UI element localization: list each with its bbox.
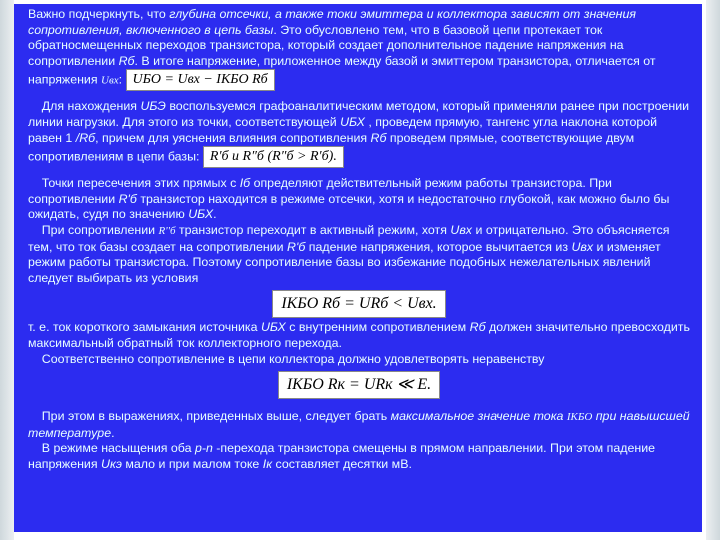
text: , причем для уяснения влияния сопротивления xyxy=(95,130,371,145)
text: проведем прямые, соответствующие двум сопротивлениям в цепи базы: xyxy=(28,130,635,164)
symbol: Uкэ xyxy=(101,456,122,471)
paragraph-3 xyxy=(28,176,690,223)
emphasis: максимальное значение тока xyxy=(390,409,564,424)
text: В режиме насыщения оба xyxy=(41,441,195,456)
formula-row-4 xyxy=(28,371,690,399)
text: с внутренним сопротивлением xyxy=(285,320,470,335)
slide-body xyxy=(14,4,702,532)
symbol: R'б xyxy=(287,239,306,254)
symbol: UБХ xyxy=(340,114,365,129)
paragraph-1 xyxy=(28,7,690,91)
text: . В итоге напряжение, приложенное между базой и эмиттером транзистора, отличается от напряжения xyxy=(28,53,656,87)
paragraph-6 xyxy=(28,352,690,368)
text: падение напряжения, которое вычитается из xyxy=(305,239,572,254)
text: , проведем прямую, тангенс угла наклона которой равен 1 xyxy=(28,114,658,145)
text: При этом в выражениях, приведенных выше, следует брать xyxy=(41,409,391,424)
symbol: Uвх xyxy=(571,239,594,254)
symbol: R''б xyxy=(158,224,176,237)
symbol: IКБО xyxy=(566,411,593,424)
text: мало и при малом токе xyxy=(121,456,263,471)
text: Соответственно сопротивление в цепи коллектора должно удовлетворять неравенству xyxy=(41,351,545,366)
text: транзистор переходит в активный режим, хотя xyxy=(175,222,451,237)
paragraph-8 xyxy=(28,441,690,472)
emphasis: при навышсшей температуре xyxy=(28,409,690,440)
paragraph-2 xyxy=(28,99,690,168)
text: и отрицательно. Это объясняется тем, что ток базы создает на сопротивлении xyxy=(28,222,670,254)
symbol: Iб xyxy=(239,176,251,191)
text: . xyxy=(213,207,217,222)
text: -перехода транзистора смещены в прямом направлении. При этом падение напряжения xyxy=(28,441,656,471)
text: . xyxy=(111,425,115,440)
text: При сопротивлении xyxy=(41,222,159,237)
text: Точки пересечения этих прямых с xyxy=(41,176,240,191)
text: . Это обусловлено тем, что в базовой цепи протекает ток обратносмещенных переходов транзистора, который создает дополнительное падение напряжения на сопротивлении xyxy=(28,22,624,68)
symbol: Rб xyxy=(370,130,387,145)
symbol: Iк xyxy=(262,456,273,471)
text: Важно подчеркнуть, что xyxy=(28,7,170,21)
symbol: /Rб xyxy=(75,130,96,145)
paragraph-7 xyxy=(28,409,690,441)
symbol: UБХ xyxy=(188,207,214,222)
paragraph-5 xyxy=(28,320,690,351)
formula-ikbo-rb: IКБО Rб = URб < Uвх. xyxy=(272,290,445,318)
text: и изменяет режим работы транзистора. Поэтому сопротивление базы во избежание подобных нежелательных явлений следует выбирать из условия xyxy=(28,239,661,285)
symbol: Uвх xyxy=(450,222,473,237)
formula-ikbo-rk: IКБО Rк = URк ≪ E. xyxy=(278,371,440,399)
symbol: UБХ xyxy=(260,320,286,335)
text: Для нахождения xyxy=(41,99,141,114)
symbol: p-n xyxy=(194,441,213,456)
text: : xyxy=(118,72,123,87)
paragraph-4 xyxy=(28,223,690,286)
text: т. е. ток короткого замыкания источника xyxy=(28,320,261,335)
left-decor-stripe xyxy=(0,0,14,540)
formula-row-3 xyxy=(28,290,690,318)
text: воспользуемся графоаналитическим методом, который применяли ранее при построении линии нагрузки. Для этого из точки, соответствующей xyxy=(28,99,690,129)
right-decor-stripe xyxy=(706,0,720,540)
symbol: UБЭ xyxy=(140,99,166,114)
text: транзистор находится в режиме отсечки, хотя и недостаточно глубокой, как можно было бы ожидать, судя по значению xyxy=(28,191,670,222)
emphasis: глубина отсечки, а также токи эмиттера и коллектора зависят от значения сопротивления, включенного в цепь базы xyxy=(28,7,636,37)
symbol: Rб xyxy=(118,53,135,68)
text: определяют действительный режим работы транзистора. При сопротивлении xyxy=(28,176,612,206)
symbol: Uвх xyxy=(101,74,119,87)
text: составляет десятки мВ. xyxy=(272,456,412,471)
symbol: R'б xyxy=(118,191,137,206)
text: должен значительно превосходить максимальный обратный ток коллекторного перехода. xyxy=(28,320,690,350)
formula-rb-pair: R′б и R″б (R″б > R′б). xyxy=(203,146,344,168)
symbol: Rб xyxy=(469,320,486,335)
formula-ube: UБО = Uвх − IКБО Rб xyxy=(126,69,275,91)
